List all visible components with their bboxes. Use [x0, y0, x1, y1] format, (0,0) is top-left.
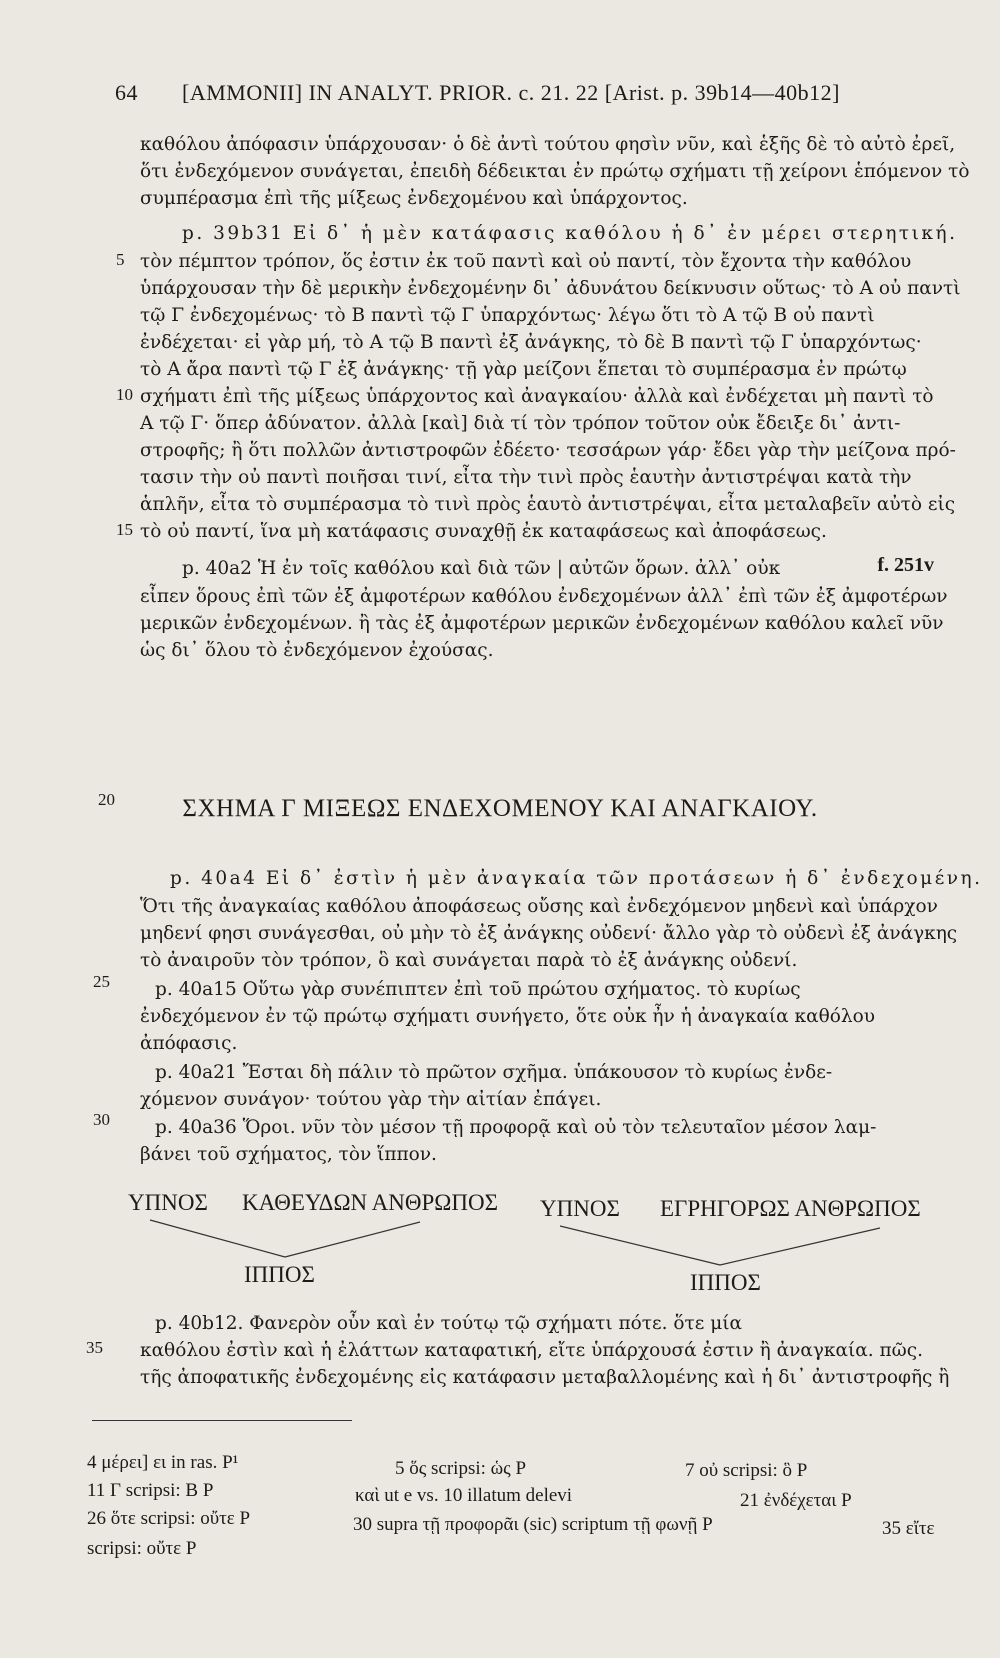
text-line: μερικῶν ἐνδεχομένων. ἢ τὰς ἐξ ἀμφοτέρων μερικῶν ἐνδεχομένων καθόλου καλεῖ νῦν [140, 613, 944, 634]
text-line: Α τῷ Γ· ὅπερ ἀδύνατον. ἀλλὰ [καὶ] διὰ τί τὸν τρόπον τοῦτον οὐκ ἔδειξε δι᾽ ἀντι- [140, 413, 901, 434]
text-line: καθόλου ἀπόφασιν ὑπάρχουσαν· ὁ δὲ ἀντὶ τούτου φησὶν νῦν, καὶ ἑξῆς δὲ τὸ αὐτὸ ἐρεῖ, [140, 134, 956, 155]
text-line: τὸ ἀναιροῦν τὸν τρόπον, ὃ καὶ συνάγεται παρὰ τὸ ἐξ ἀνάγκης οὐδενί. [140, 950, 798, 971]
lemma-line: p. 40a36 Ὅροι. νῦν τὸν μέσον τῇ προφορᾷ καὶ οὐ τὸν τελευταῖον μέσον λαμ- [155, 1117, 877, 1138]
line-number: 30 [93, 1110, 110, 1129]
text-line: ἁπλῆν, εἶτα τὸ συμπέρασμα τὸ τινὶ πρὸς ἑαυτὸ ἀντιστρέψαι, εἶτα μεταλαβεῖν αὐτὸ εἰς [140, 494, 956, 515]
diagram-right-major-term: ΕΓΡΗΓΟΡΩΣ ΑΝΘΡΩΠΟΣ [660, 1196, 921, 1221]
lemma-line: p. 40b12. Φανερὸν οὖν καὶ ἐν τούτῳ τῷ σχήματι πότε. ὅτε μία [155, 1313, 742, 1334]
text-line: ὡς δι᾽ ὅλου τὸ ἐνδεχόμενον ἐχούσας. [140, 640, 494, 661]
lemma-line: p. 40a2 Ἡ ἐν τοῖς καθόλου καὶ διὰ τῶν | αὐτῶν ὅρων. ἀλλ᾽ οὐκ [182, 558, 781, 579]
footnote: 11 Γ scripsi: Β P [87, 1480, 214, 1501]
lemma-line: p. 40a4 Εἰ δ᾽ ἐστὶν ἡ μὲν ἀναγκαία τῶν προτάσεων ἡ δ᾽ ἐνδεχομένη. [170, 868, 983, 889]
text-line: βάνει τοῦ σχήματος, τὸν ἵππον. [140, 1144, 437, 1165]
text-line: ὑπάρχουσαν τὴν δὲ μερικὴν ἐνδεχομένην δι᾽ ἀδυνάτου δείκνυσιν οὕτως· τὸ Α οὐ παντὶ [140, 278, 961, 299]
section-title: ΣΧΗΜΑ Γ ΜΙΞΕΩΣ ΕΝΔΕΧΟΜΕΝΟΥ ΚΑΙ ΑΝΑΓΚΑΙΟΥ. [182, 795, 818, 822]
text-line: χόμενον συνάγον· τούτου γὰρ τὴν αἰτίαν ἐπάγει. [140, 1089, 602, 1110]
text-line: Ὅτι τῆς ἀναγκαίας καθόλου ἀποφάσεως οὔσης καὶ ἐνδεχόμενον μηδενὶ καὶ ὑπάρχον [140, 896, 938, 917]
footnote: scripsi: οὔτε P [87, 1538, 197, 1559]
text-line: τὸ Α ἄρα παντὶ τῷ Γ ἐξ ἀνάγκης· τῇ γὰρ μείζονι ἕπεται τὸ συμπέρασμα ἐν πρώτῳ [140, 359, 907, 380]
line-number: 20 [98, 790, 115, 809]
footnote: 26 ὅτε scripsi: οὔτε P [87, 1508, 251, 1529]
diagram-line [285, 1222, 420, 1257]
text-line: ἐνδέχεται· εἰ γὰρ μή, τὸ Α τῷ Β παντὶ ἐξ ἀνάγκης, τὸ δὲ Β παντὶ τῷ Γ ὑπαρχόντως· [140, 332, 922, 353]
diagram-right-minor-term: ΙΠΠΟΣ [690, 1270, 761, 1295]
text-line: στροφῆς; ἢ ὅτι πολλῶν ἀντιστροφῶν ἐδέετο· τεσσάρων γάρ· ἔδει γὰρ τὴν μείζονα πρό- [140, 440, 956, 461]
text-line: καθόλου ἐστὶν καὶ ἡ ἐλάττων καταφατική, εἴτε ὑπάρχουσά ἐστιν ἢ ἀναγκαία. πῶς. [140, 1340, 923, 1361]
diagram-left-minor-term: ΙΠΠΟΣ [244, 1262, 315, 1287]
footnote-rule [92, 1420, 352, 1421]
text-line: ἐνδεχόμενον ἐν τῷ πρώτῳ σχήματι συνήγετο, ὅτε οὐκ ἦν ἡ ἀναγκαία καθόλου [140, 1006, 875, 1027]
text-line: ὅτι ἐνδεχόμενον συνάγεται, ἐπειδὴ δέδεικται ἐν πρώτῳ σχήματι τῇ χείρονι ἑπόμενον τὸ [140, 161, 970, 182]
footnote: καὶ ut e vs. 10 illatum delevi [355, 1485, 573, 1506]
text-line: τῆς ἀποφατικῆς ἐνδεχομένης εἰς κατάφασιν μεταβαλλομένης καὶ ἡ δι᾽ ἀντιστροφῆς ἢ [140, 1367, 950, 1388]
footnote: 5 ὅς scripsi: ὡς P [395, 1458, 527, 1479]
footnote: 30 supra τῇ προφορᾶι (sic) scriptum τῇ φωνῇ P [353, 1514, 713, 1535]
footnote: 21 ἐνδέχεται P [740, 1490, 852, 1511]
lemma-line: p. 40a21 Ἔσται δὴ πάλιν τὸ πρῶτον σχῆμα. ὑπάκουσον τὸ κυρίως ἐνδε- [155, 1062, 833, 1083]
text-line: μηδενί φησι συνάγεσθαι, οὐ μὴν τὸ ἐξ ἀνάγκης οὐδενί· ἄλλο γὰρ τὸ οὐδενὶ ἐξ ἀνάγκης [140, 923, 958, 944]
line-number: 10 [116, 385, 133, 404]
running-title: [AMMONII] IN ANALYT. PRIOR. c. 21. 22 [Arist. p. 39b14—40b12] [182, 80, 840, 105]
text-line: συμπέρασμα ἐπὶ τῆς μίξεως ἐνδεχομένου καὶ ὑπάρχοντος. [140, 188, 688, 209]
diagram-left-middle-term: ΥΠΝΟΣ [128, 1190, 208, 1215]
text-line: τὸν πέμπτον τρόπον, ὅς ἐστιν ἐκ τοῦ παντὶ καὶ οὐ παντί, τὸν ἔχοντα τὴν καθόλου [140, 251, 912, 272]
diagram-right-middle-term: ΥΠΝΟΣ [540, 1196, 620, 1221]
line-number: 15 [116, 520, 133, 539]
line-number: 35 [86, 1338, 103, 1357]
diagram-line [560, 1226, 720, 1265]
diagram-line [150, 1220, 285, 1257]
text-line: τῷ Γ ἐνδεχομένως· τὸ Β παντὶ τῷ Γ ὑπαρχόντως· λέγω ὅτι τὸ Α τῷ Β οὐ παντὶ [140, 305, 875, 326]
text-line: τασιν τὴν οὐ παντὶ ποιῆσαι τινί, εἶτα τὴν τινὶ πρὸς ἑαυτὴν ἀντιστρέψαι κατὰ τὴν [140, 467, 912, 488]
line-number: 25 [93, 972, 110, 991]
lemma-line: p. 39b31 Εἰ δ᾽ ἡ μὲν κατάφασις καθόλου ἡ δ᾽ ἐν μέρει στερητική. [182, 223, 958, 244]
footnote: 35 εἴτε [882, 1518, 935, 1539]
diagram-line [720, 1228, 880, 1265]
line-number: 5 [116, 250, 125, 269]
diagram-left-major-term: ΚΑΘΕΥΔΩΝ ΑΝΘΡΩΠΟΣ [242, 1190, 498, 1215]
text-line: σχήματι ἐπὶ τῆς μίξεως ὑπάρχοντος καὶ ἀναγκαίου· ἀλλὰ καὶ ἐνδέχεται μὴ παντὶ τὸ [140, 386, 934, 407]
text-line: ἀπόφασις. [140, 1033, 238, 1054]
footnote: 7 οὐ scripsi: ὃ P [685, 1460, 808, 1481]
footnote: 4 μέρει] ει in ras. P¹ [87, 1452, 239, 1473]
lemma-line: p. 40a15 Οὕτω γὰρ συνέπιπτεν ἐπὶ τοῦ πρώτου σχήματος. τὸ κυρίως [155, 979, 801, 1000]
folio-note: f. 251v [877, 554, 934, 576]
text-line: τὸ οὐ παντί, ἵνα μὴ κατάφασις συναχθῇ ἐκ καταφάσεως καὶ ἀποφάσεως. [140, 521, 827, 542]
text-line: εἶπεν ὅρους ἐπὶ τῶν ἐξ ἀμφοτέρων καθόλου ἐνδεχομένων ἀλλ᾽ ἐπὶ τῶν ἐξ ἀμφοτέρων [140, 586, 948, 607]
page-number: 64 [115, 80, 138, 105]
